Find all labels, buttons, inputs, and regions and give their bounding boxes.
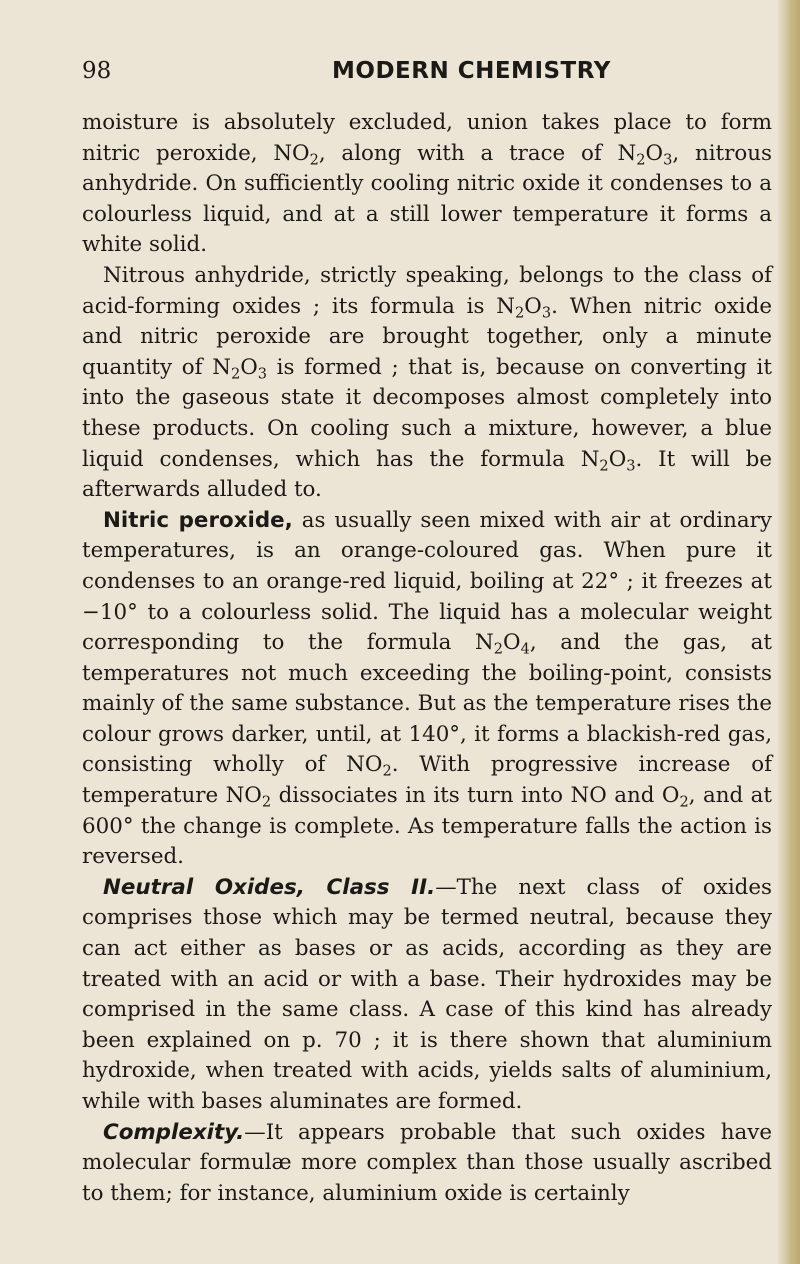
paragraph-text: as usually seen mixed with air at ordinary temperatures, is an orange-coloured gas. When pure it condenses to an orange-red liquid, boiling at 22° ; it freezes at −10° to a colourless solid. The liquid has a molecular weight corresponding to the formula $N_2O_4$, and the gas, at temperatures not much exceeding the boiling-point, consists mainly of the same substance. But as the temperature rises the colour grows darker, until, at 140°, it forms a blackish-red gas, consisting wholly of $NO_2$. With progressive increase of temperature $NO_2$ dissociates in its turn into NO and $O_2$, and at 600° the change is complete. As temperature falls the action is reversed. (82, 507, 772, 870)
section-heading: Neutral Oxides, Class II. (103, 874, 436, 900)
running-title: MODERN CHEMISTRY (332, 58, 611, 84)
paragraph-text: moisture is absolutely excluded, union takes place to form nitric peroxide, $NO_2$, along with a trace of $N_2O_3$, nitrous anhydride. On sufficiently cooling nitric oxide it condenses to a colourless liquid, and at a still lower temperature it forms a white solid. (82, 110, 773, 258)
page-number: 98 (82, 58, 112, 84)
paragraph-nitric-peroxide (82, 506, 772, 873)
paragraph-2 (82, 261, 772, 506)
paragraph-neutral-oxides (82, 873, 772, 1118)
section-heading: Complexity. (103, 1119, 245, 1145)
page-header (82, 58, 772, 92)
paragraph-1 (82, 108, 772, 261)
page-edge (778, 0, 800, 1264)
paragraph-text: Nitrous anhydride, strictly speaking, belongs to the class of acid-forming oxides ; its formula is $N_2O_3$. When nitric oxide and nitric peroxide are brought together, only a minute quantity of $N_2O_3$ is formed ; that is, because on converting it into the gaseous state it decomposes almost completely into these products. On cooling such a mixture, however, a blue liquid condenses, which has the formula $N_2O_3$. It will be afterwards alluded to. (82, 262, 772, 503)
paragraph-text: —The next class of oxides comprises those which may be termed neutral, because they can act either as bases or as acids, according as they are treated with an acid or with a base. Their hydroxides may be comprised in the same class. A case of this kind has already been explained on p. 70 ; it is there shown that aluminium hydroxide, when treated with acids, yields salts of aluminium, while with bases aluminates are formed. (82, 874, 773, 1114)
body-text (82, 108, 772, 1209)
paragraph-complexity (82, 1118, 772, 1210)
section-heading: Nitric peroxide, (103, 507, 293, 533)
paragraph-text: —It appears probable that such oxides have molecular formulæ more complex than those usually ascribed to them; for instance, aluminium oxide is certainly (82, 1119, 772, 1206)
